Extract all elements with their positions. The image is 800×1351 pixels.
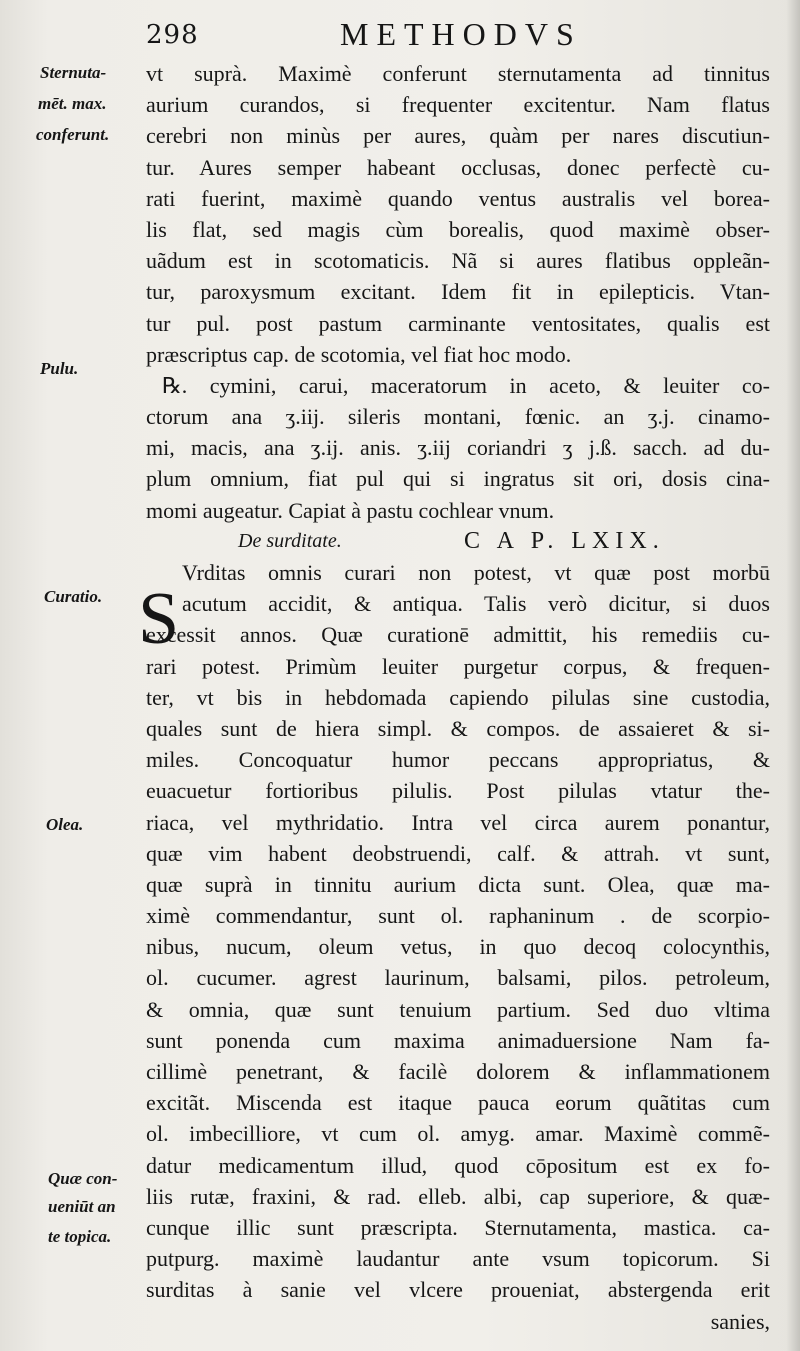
recipe-line: mi, macis, ana ʒ.ij. anis. ʒ.iij coriandri ʒ j.ß. sacch. ad du- [146, 435, 770, 461]
text-line: riaca, vel mythridatio. Intra vel circa aurem ponantur, [146, 809, 770, 835]
recipe-line: plum omnium, fiat pul qui si ingratus sit ori, dosis cina- [146, 466, 770, 492]
margin-note-pulu: Pulu. [40, 359, 79, 378]
margin-note-conferunt: conferunt. [36, 125, 110, 144]
text-line: ol. cucumer. agrest laurinum, balsami, pilos. petroleum, [146, 965, 770, 991]
text-line: acutum accidit, & antiqua. Talis verò dicitur, si duos [182, 591, 770, 617]
body-text [138, 58, 770, 1337]
text-line: quæ suprà in tinnitu aurium dicta sunt. Olea, quæ ma- [146, 871, 770, 897]
text-line: quæ vim habent deobstruendi, calf. & attrah. vt sunt, [146, 840, 770, 866]
text-line: cillimè penetrant, & facilè dolorem & inflammationem [146, 1059, 770, 1084]
text-line: & omnia, quæ sunt tenuium partium. Sed duo vltima [146, 996, 770, 1022]
text-line: surditas à sanie vel vlcere proueniat, abstergenda erit [146, 1277, 770, 1303]
text-line: rati fuerint, maximè quando ventus australis vel borea- [146, 185, 770, 211]
page-number: 298 [146, 20, 199, 50]
text-line: aurium curandos, si frequenter excitentur. Nam flatus [146, 92, 770, 118]
margin-note-olea: Olea. [46, 815, 84, 834]
text-line: datur medicamentum illud, quod cōpositum est ex fo- [146, 1152, 770, 1178]
margin-note-quae-con: Quæ con- [48, 1169, 118, 1188]
chapter-heading [146, 526, 770, 557]
running-title: METHODVS [340, 16, 582, 52]
margin-note-ment-max: mēt. max. [38, 94, 107, 113]
text-line: præscriptus cap. de scotomia, vel fiat hoc modo. [146, 341, 572, 367]
text-line: putpurg. maximè laudantur ante vsum topicorum. Si [146, 1246, 770, 1272]
text-line: uãdum est in scotomaticis. Nã si aures flatibus oppleãn- [146, 248, 770, 274]
text-line: excessit annos. Quæ curationē admittit, his remediis cu- [146, 622, 770, 648]
text-line: tur. Aures semper habeant occlusas, donec perfectè cu- [146, 154, 770, 180]
text-line: Vrditas omnis curari non potest, vt quæ post morbū [182, 560, 770, 585]
text-line: rari potest. Primùm leuiter purgetur corpus, & frequen- [146, 653, 770, 679]
text-line: liis rutæ, fraxini, & rad. elleb. albi, cap superiore, & quæ- [146, 1183, 770, 1209]
drop-capital: S [138, 578, 180, 660]
recipe-line: ctorum ana ʒ.iij. sileris montani, fœnic. an ʒ.j. cinamo- [146, 404, 770, 430]
text-line: ximè commendantur, sunt ol. raphaninum . de scorpio- [146, 903, 770, 929]
recipe-line: ℞. cymini, carui, maceratorum in aceto, & leuiter co- [162, 372, 770, 398]
chapter-number: C A P. LXIX. [464, 527, 665, 554]
margin-note-te-topica: te topica. [48, 1227, 112, 1246]
text-line: ter, vt bis in hebdomada capiendo pilulas sine custodia, [146, 684, 770, 710]
recipe-line: momi augeatur. Capiat à pastu cochlear vnum. [146, 497, 555, 523]
text-line: ol. imbecilliore, vt cum ol. amyg. amar. Maximè commẽ- [146, 1121, 770, 1147]
text-line: euacuetur fortioribus pilulis. Post pilulas vtatur the- [146, 778, 770, 804]
text-line: sunt ponenda cum maxima animaduersione Nam fa- [146, 1027, 770, 1053]
margin-note-curatio: Curatio. [44, 587, 103, 606]
text-line: cerebri non minùs per aures, quàm per nares discutiun- [146, 123, 770, 149]
catchword: sanies, [710, 1308, 770, 1334]
text-line: excitãt. Miscenda est itaque pauca eorum quãtitas cum [146, 1090, 770, 1116]
text-line: quales sunt de hiera simpl. & compos. de assaieret & si- [146, 715, 770, 741]
text-line: nibus, nucum, oleum vetus, in quo decoq colocynthis, [146, 934, 770, 960]
text-line: miles. Concoquatur humor peccans appropriatus, & [146, 747, 770, 773]
page-edge-shadow [786, 0, 800, 1351]
text-before-chapter [146, 58, 770, 526]
text-line: tur, paroxysmum excitant. Idem fit in epilepticis. Vtan- [146, 279, 770, 305]
margin-note-sternuta: Sternuta- [40, 63, 107, 82]
text-line: lis flat, sed magis cùm borealis, quod maximè obser- [146, 216, 770, 242]
text-line: cunque illic sunt præscripta. Sternutamenta, mastica. ca- [146, 1214, 770, 1240]
margin-note-ueniunt-an: ueniūt an [48, 1197, 116, 1216]
text-line: tur pul. post pastum carminante ventositates, qualis est [146, 310, 770, 336]
text-after-chapter [146, 557, 770, 1337]
chapter-subtitle: De surditate. [238, 529, 342, 552]
text-line: vt suprà. Maximè conferunt sternutamenta ad tinnitus [146, 61, 770, 86]
margin-notes [0, 0, 150, 1351]
